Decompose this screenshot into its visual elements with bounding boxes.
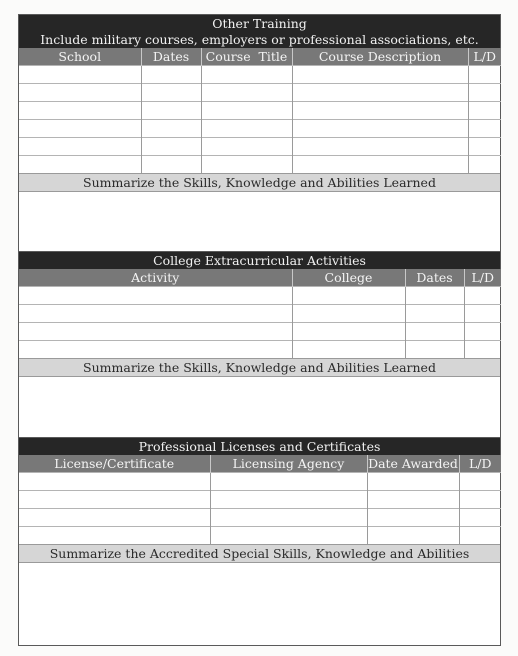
extracurricular-section xyxy=(18,251,501,442)
activity-cell[interactable] xyxy=(19,341,292,359)
column-header-course-title: Course Title xyxy=(201,48,292,66)
dates-cell[interactable] xyxy=(141,138,201,156)
course-title-cell[interactable] xyxy=(201,138,292,156)
licenses-section xyxy=(18,437,501,646)
other-training-header-row xyxy=(19,48,501,66)
dates-cell[interactable] xyxy=(141,66,201,84)
column-header-licensing-agency: Licensing Agency xyxy=(210,455,367,473)
ld-cell[interactable] xyxy=(468,138,501,156)
table-row xyxy=(19,84,501,102)
ld-cell[interactable] xyxy=(468,156,501,174)
course-title-cell[interactable] xyxy=(201,120,292,138)
table-row xyxy=(19,102,501,120)
extracurricular-table xyxy=(19,269,501,358)
date-awarded-cell[interactable] xyxy=(367,491,459,509)
course-description-cell[interactable] xyxy=(292,138,468,156)
licenses-summary-label: Summarize the Accredited Special Skills, Knowledge and Abilities xyxy=(19,544,500,563)
date-awarded-cell[interactable] xyxy=(367,509,459,527)
course-description-cell[interactable] xyxy=(292,156,468,174)
course-title-cell[interactable] xyxy=(201,156,292,174)
course-description-cell[interactable] xyxy=(292,84,468,102)
ld-cell[interactable] xyxy=(459,491,501,509)
college-cell[interactable] xyxy=(292,323,405,341)
licenses-title-bar xyxy=(19,438,500,455)
dates-cell[interactable] xyxy=(141,84,201,102)
activity-cell[interactable] xyxy=(19,323,292,341)
column-header-ld: L/D xyxy=(468,48,501,66)
college-cell[interactable] xyxy=(292,287,405,305)
dates-cell[interactable] xyxy=(405,287,464,305)
licenses-table xyxy=(19,455,501,544)
table-row xyxy=(19,138,501,156)
course-title-cell[interactable] xyxy=(201,66,292,84)
ld-cell[interactable] xyxy=(464,341,501,359)
dates-cell[interactable] xyxy=(141,156,201,174)
activity-cell[interactable] xyxy=(19,305,292,323)
column-header-date-awarded: Date Awarded xyxy=(368,456,458,471)
column-header-dates: Dates xyxy=(141,48,201,66)
table-row xyxy=(19,305,501,323)
license-cell[interactable] xyxy=(19,509,210,527)
ld-cell[interactable] xyxy=(464,305,501,323)
column-header-license-certificate: License/Certificate xyxy=(19,455,210,473)
date-awarded-cell[interactable] xyxy=(367,473,459,491)
licenses-header-row xyxy=(19,455,501,473)
other-training-summary-label: Summarize the Skills, Knowledge and Abilities Learned xyxy=(19,173,500,192)
column-header-dates: Dates xyxy=(405,269,464,287)
other-training-table xyxy=(19,48,501,173)
activity-cell[interactable] xyxy=(19,287,292,305)
column-header-ld: L/D xyxy=(464,269,501,287)
course-title-cell[interactable] xyxy=(201,102,292,120)
agency-cell[interactable] xyxy=(210,527,367,545)
school-cell[interactable] xyxy=(19,138,141,156)
extracurricular-title: College Extracurricular Activities xyxy=(153,253,366,268)
dates-cell[interactable] xyxy=(405,341,464,359)
ld-cell[interactable] xyxy=(464,323,501,341)
ld-cell[interactable] xyxy=(459,473,501,491)
dates-cell[interactable] xyxy=(405,323,464,341)
license-cell[interactable] xyxy=(19,473,210,491)
license-cell[interactable] xyxy=(19,491,210,509)
school-cell[interactable] xyxy=(19,66,141,84)
other-training-section xyxy=(18,14,501,257)
table-row xyxy=(19,527,501,545)
school-cell[interactable] xyxy=(19,102,141,120)
table-row xyxy=(19,323,501,341)
table-row xyxy=(19,491,501,509)
licenses-title: Professional Licenses and Certificates xyxy=(138,439,381,454)
school-cell[interactable] xyxy=(19,156,141,174)
other-training-title: Other Training xyxy=(212,16,307,31)
school-cell[interactable] xyxy=(19,84,141,102)
agency-cell[interactable] xyxy=(210,473,367,491)
course-description-cell[interactable] xyxy=(292,102,468,120)
course-description-cell[interactable] xyxy=(292,120,468,138)
agency-cell[interactable] xyxy=(210,491,367,509)
extracurricular-summary-label: Summarize the Skills, Knowledge and Abilities Learned xyxy=(19,358,500,377)
ld-cell[interactable] xyxy=(459,527,501,545)
dates-cell[interactable] xyxy=(405,305,464,323)
column-header-ld: L/D xyxy=(459,455,501,473)
ld-cell[interactable] xyxy=(459,509,501,527)
other-training-summary-area[interactable] xyxy=(19,192,500,256)
ld-cell[interactable] xyxy=(468,102,501,120)
column-header-school: School xyxy=(19,48,141,66)
date-awarded-cell[interactable] xyxy=(367,527,459,545)
license-cell[interactable] xyxy=(19,527,210,545)
college-cell[interactable] xyxy=(292,341,405,359)
other-training-title-bar xyxy=(19,15,500,48)
ld-cell[interactable] xyxy=(468,66,501,84)
table-row xyxy=(19,120,501,138)
ld-cell[interactable] xyxy=(464,287,501,305)
column-header-course-description: Course Description xyxy=(292,48,468,66)
ld-cell[interactable] xyxy=(468,84,501,102)
licenses-summary-area[interactable] xyxy=(19,563,500,645)
dates-cell[interactable] xyxy=(141,102,201,120)
other-training-subtitle: Include military courses, employers or professional associations, etc. xyxy=(40,32,479,47)
extracurricular-title-bar xyxy=(19,252,500,269)
ld-cell[interactable] xyxy=(468,120,501,138)
table-row xyxy=(19,509,501,527)
course-title-cell[interactable] xyxy=(201,84,292,102)
column-header-college: College xyxy=(292,269,405,287)
college-cell[interactable] xyxy=(292,305,405,323)
table-row xyxy=(19,287,501,305)
dates-cell[interactable] xyxy=(141,120,201,138)
table-row xyxy=(19,341,501,359)
course-description-cell[interactable] xyxy=(292,66,468,84)
extracurricular-summary-area[interactable] xyxy=(19,377,500,441)
school-cell[interactable] xyxy=(19,120,141,138)
table-row xyxy=(19,156,501,174)
agency-cell[interactable] xyxy=(210,509,367,527)
extracurricular-header-row xyxy=(19,269,501,287)
table-row xyxy=(19,66,501,84)
table-row xyxy=(19,473,501,491)
column-header-activity: Activity xyxy=(19,269,292,287)
